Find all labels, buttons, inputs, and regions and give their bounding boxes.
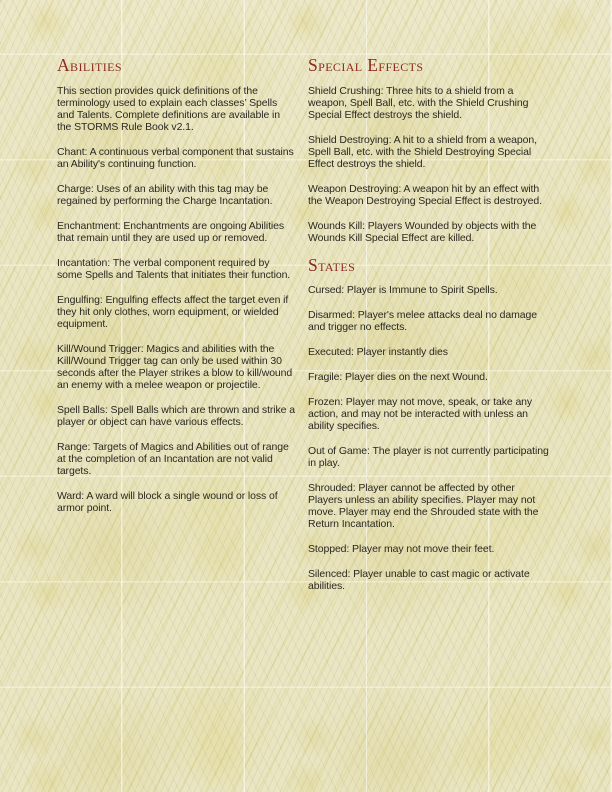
section-special-effects [308, 57, 550, 244]
section-states [308, 254, 550, 593]
paragraph: Shield Crushing: Three hits to a shield from a weapon, Spell Ball, etc. with the Shield Crushing Special Effect destroys the shield. [308, 84, 529, 121]
paragraph: Spell Balls: Spell Balls which are thrown and strike a player or object can have various effects. [57, 403, 295, 428]
section-abilities [57, 57, 297, 514]
paragraph: Shrouded: Player cannot be affected by other Players unless an ability specifies. Player may not move. Player may end the Shrouded state with the Return Incantation. [308, 482, 539, 530]
paragraph: Chant: A continuous verbal component that sustains an Ability's continuing function. [57, 145, 294, 170]
paragraph: Incantation: The verbal component required by some Spells and Talents that initiates their function. [57, 256, 291, 281]
paragraph: Range: Targets of Magics and Abilities out of range at the completion of an Incantation are not valid targets. [57, 440, 289, 477]
column-left [57, 57, 297, 605]
paragraph: Shield Destroying: A hit to a shield from a weapon, Spell Ball, etc. with the Shield Destroying Special Effect destroys the shield. [308, 133, 537, 170]
paragraph: Disarmed: Player's melee attacks deal no damage and trigger no effects. [308, 309, 538, 333]
paragraph: Charge: Uses of an ability with this tag may be regained by performing the Charge Incantation. [57, 182, 273, 207]
paragraph: This section provides quick definitions of the terminology used to explain each classes’ Spells and Talents. Complete definitions are available in the STORMS Rule Book v2.1. [57, 84, 281, 133]
paragraph: Enchantment: Enchantments are ongoing Abilities that remain until they are used up or removed. [57, 219, 285, 244]
paragraph: Engulfing: Engulfing effects affect the target even if they hit only clothes, worn equipment, or wielded equipment. [57, 293, 289, 330]
paragraph: Kill/Wound Trigger: Magics and abilities with the Kill/Wound Trigger tag can only be used within 30 seconds after the Player strikes a blow to kill/wound an enemy with a melee weapon or projectile. [57, 342, 293, 391]
page-columns [57, 57, 555, 605]
paragraph: Frozen: Player may not move, speak, or take any action, and may not be interacted with unless an ability specifies. [308, 396, 533, 432]
paragraph: Fragile: Player dies on the next Wound. [308, 371, 488, 383]
section-heading-special-effects: Special Effects [308, 55, 424, 75]
section-heading-states: States [308, 254, 356, 275]
paragraph: Cursed: Player is Immune to Spirit Spells. [308, 284, 498, 296]
paragraph: Wounds Kill: Players Wounded by objects with the Wounds Kill Special Effect are killed. [308, 219, 537, 244]
section-heading-abilities: Abilities [57, 55, 122, 75]
paragraph: Out of Game: The player is not currently participating in play. [308, 445, 549, 469]
document-page [57, 57, 555, 605]
paragraph: Executed: Player instantly dies [308, 346, 448, 358]
paragraph: Weapon Destroying: A weapon hit by an effect with the Weapon Destroying Special Effect is destroyed. [308, 182, 542, 207]
column-right [308, 57, 550, 605]
paragraph: Ward: A ward will block a single wound or loss of armor point. [57, 489, 278, 514]
paragraph: Silenced: Player unable to cast magic or activate abilities. [308, 568, 530, 592]
paragraph: Stopped: Player may not move their feet. [308, 543, 495, 555]
